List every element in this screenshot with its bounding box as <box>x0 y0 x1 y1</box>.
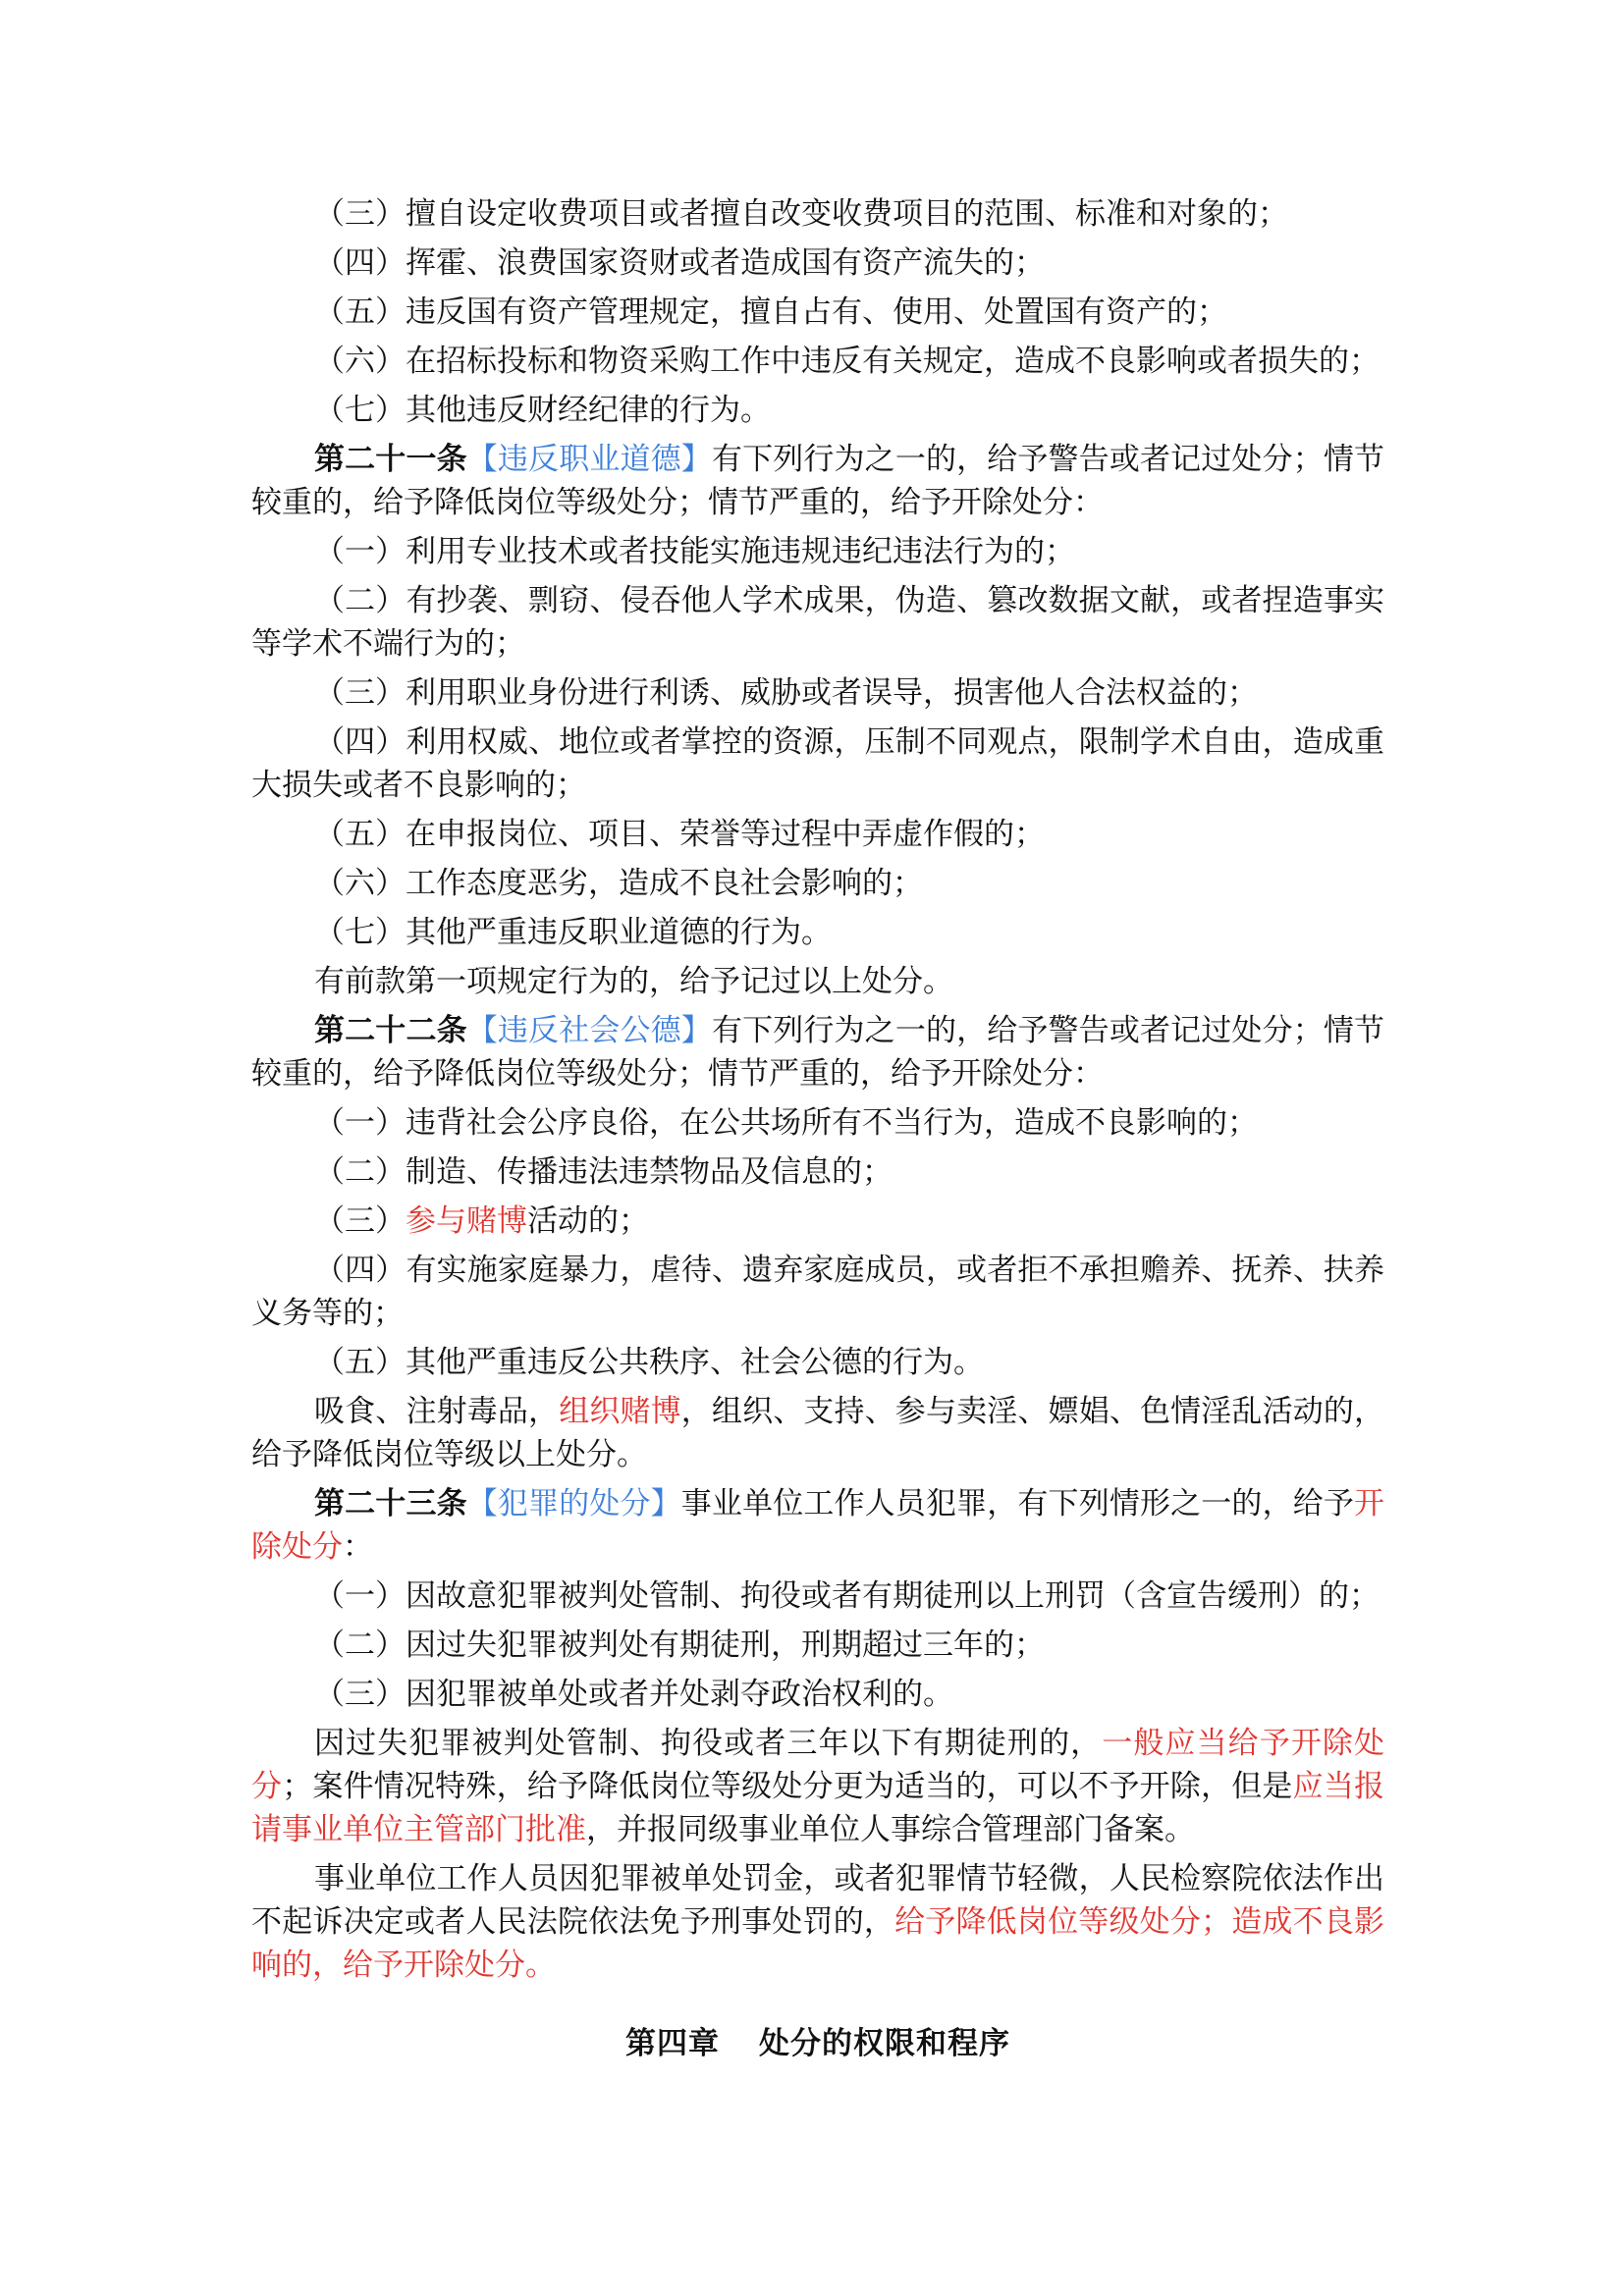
text-red: 参与赌博 <box>406 1203 527 1239</box>
paragraph <box>251 960 1384 1003</box>
text-bold: 第二十一条 <box>314 442 467 477</box>
paragraph <box>251 862 1384 905</box>
text-run: （二）有抄袭、剽窃、侵吞他人学术成果，伪造、篡改数据文献，或者捏造事实等学术不端行为的； <box>251 583 1384 662</box>
document-body <box>251 192 1384 1987</box>
paragraph <box>251 1390 1384 1476</box>
text-run: 有前款第一项规定行为的，给予记过以上处分。 <box>314 964 953 999</box>
text-red: 一般应当给予开除处分 <box>251 1726 1385 1804</box>
paragraph <box>251 1722 1384 1851</box>
text-bold: 第二十三条 <box>314 1486 467 1522</box>
paragraph <box>251 530 1384 573</box>
text-run: （四）挥霍、浪费国家资财或者造成国有资产流失的； <box>314 245 1045 281</box>
paragraph <box>251 671 1384 715</box>
text-run: （二）因过失犯罪被判处有期徒刑，刑期超过三年的； <box>314 1628 1045 1663</box>
text-run: （二）制造、传播违法违禁物品及信息的； <box>314 1154 893 1190</box>
text-run: （一）利用专业技术或者技能实施违规违纪违法行为的； <box>314 534 1075 569</box>
text-run: （六）工作态度恶劣，造成不良社会影响的； <box>314 866 923 901</box>
text-blue: 【违反社会公德】 <box>466 1013 712 1048</box>
paragraph <box>251 1341 1384 1384</box>
text-bold: 第二十二条 <box>314 1013 467 1048</box>
text-run: （七）其他违反财经纪律的行为。 <box>314 393 771 428</box>
text-run: 因过失犯罪被判处管制、拘役或者三年以下有期徒刑的， <box>314 1726 1103 1761</box>
text-run: 吸食、注射毒品， <box>314 1394 560 1429</box>
paragraph <box>251 1200 1384 1243</box>
paragraph <box>251 291 1384 334</box>
paragraph <box>251 1482 1384 1569</box>
text-run: 事业单位工作人员犯罪，有下列情形之一的，给予 <box>680 1486 1355 1522</box>
text-blue: 【犯罪的处分】 <box>466 1486 681 1522</box>
text-run: 事业单位工作人员因犯罪被单处罚金，或者犯罪情节轻微，人民检察院依法作出不起诉决定或者人民法院依法免予刑事处罚的， <box>251 1861 1384 1940</box>
paragraph <box>251 340 1384 383</box>
text-run: ，组织、支持、参与卖淫、嫖娼、色情淫乱活动的，给予降低岗位等级以上处分。 <box>251 1394 1385 1472</box>
text-run: （三） <box>314 1203 406 1239</box>
text-run: 有下列行为之一的，给予警告或者记过处分；情节较重的，给予降低岗位等级处分；情节严重的，给予开除处分： <box>251 442 1385 520</box>
text-run: 有下列行为之一的，给予警告或者记过处分；情节较重的，给予降低岗位等级处分；情节严重的，给予开除处分： <box>251 1013 1385 1092</box>
paragraph <box>251 1101 1384 1145</box>
paragraph <box>251 1624 1384 1667</box>
text-run: （一）违背社会公序良俗，在公共场所有不当行为，造成不良影响的； <box>314 1105 1258 1141</box>
paragraph <box>251 911 1384 954</box>
paragraph <box>251 813 1384 856</box>
paragraph <box>251 1009 1384 1095</box>
text-run: （三）因犯罪被单处或者并处剥夺政治权利的。 <box>314 1677 953 1712</box>
document-page <box>251 192 1384 2071</box>
paragraph <box>251 438 1384 524</box>
paragraph <box>251 192 1384 236</box>
paragraph <box>251 1249 1384 1335</box>
text-run: 活动的； <box>527 1203 649 1239</box>
text-run: （四）有实施家庭暴力，虐待、遗弃家庭成员，或者拒不承担赡养、抚养、扶养义务等的； <box>251 1253 1384 1331</box>
text-run: （五）其他严重违反公共秩序、社会公德的行为。 <box>314 1345 984 1380</box>
text-run: ，并报同级事业单位人事综合管理部门备案。 <box>586 1812 1195 1847</box>
paragraph <box>251 241 1384 285</box>
text-run: （一）因故意犯罪被判处管制、拘役或者有期徒刑以上刑罚（含宣告缓刑）的； <box>314 1578 1380 1614</box>
text-run: （六）在招标投标和物资采购工作中违反有关规定，造成不良影响或者损失的； <box>314 344 1380 379</box>
text-run: （五）在申报岗位、项目、荣誉等过程中弄虚作假的； <box>314 817 1045 852</box>
chapter-heading <box>251 2022 1384 2065</box>
text-red: 开除处分 <box>251 1486 1385 1565</box>
text-run: （四）利用权威、地位或者掌控的资源，压制不同观点，限制学术自由，造成重大损失或者不良影响的； <box>251 724 1384 803</box>
text-red: 组织赌博 <box>559 1394 681 1429</box>
text-red: 给予降低岗位等级处分；造成不良影响的，给予开除处分。 <box>251 1904 1385 1983</box>
text-run: （三）利用职业身份进行利诱、威胁或者误导，损害他人合法权益的； <box>314 675 1258 711</box>
text-run: （七）其他严重违反职业道德的行为。 <box>314 915 832 950</box>
text-red: 应当报请事业单位主管部门批准 <box>251 1769 1385 1847</box>
text-run: ： <box>343 1529 373 1565</box>
chapter-number: 第四章 <box>625 2026 720 2061</box>
text-blue: 【违反职业道德】 <box>466 442 712 477</box>
paragraph <box>251 1150 1384 1194</box>
paragraph <box>251 1575 1384 1618</box>
paragraph <box>251 389 1384 432</box>
paragraph <box>251 579 1384 666</box>
text-run: ；案件情况特殊，给予降低岗位等级处分更为适当的，可以不予开除，但是 <box>282 1769 1293 1804</box>
paragraph <box>251 1673 1384 1716</box>
text-run: （三）擅自设定收费项目或者擅自改变收费项目的范围、标准和对象的； <box>314 196 1288 232</box>
paragraph <box>251 1857 1384 1987</box>
text-run: （五）违反国有资产管理规定，擅自占有、使用、处置国有资产的； <box>314 294 1227 330</box>
chapter-title: 处分的权限和程序 <box>759 2026 1010 2061</box>
paragraph <box>251 721 1384 807</box>
